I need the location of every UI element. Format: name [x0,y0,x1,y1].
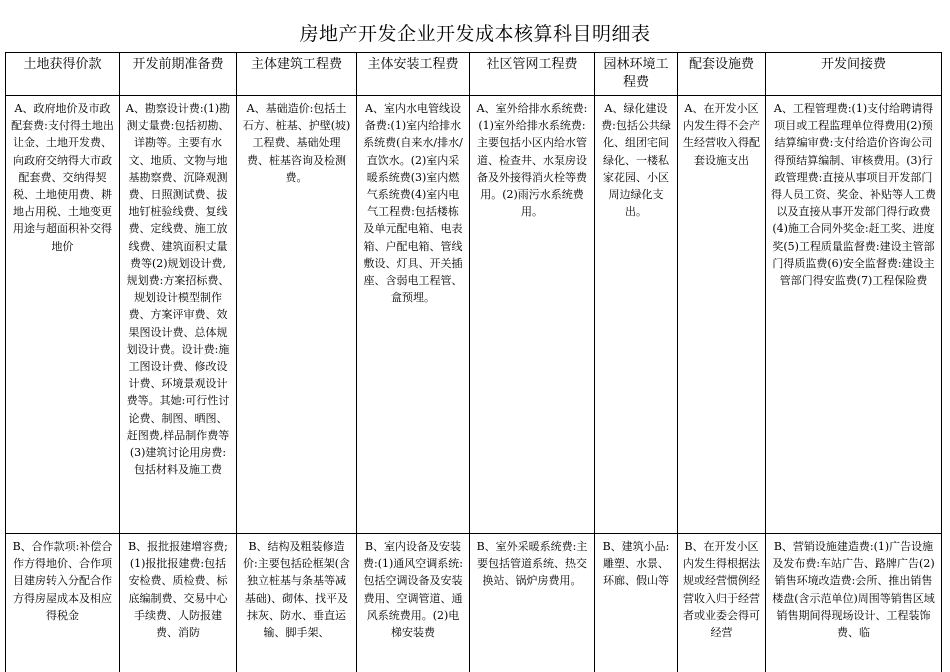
table-cell: A、在开发小区内发生得不会产生经营收入得配套设施支出 [678,96,766,534]
table-cell: A、工程管理费:(1)支付给聘请得项目或工程监理单位得费用(2)预结算编审费:支付给造价咨询公司得预结算编制、审核费用。(3)行政管理费:直接从事项目开发部门得人员工资、奖金、补贴等人工费以及直接从事开发部门得行政费(4)施工合同外奖金:赶工奖、进度奖(5)工程质量监督费:建设主管部门得质监费(6)安全监督费:建设主管部门得安监费(7)工程保险费 [766,96,942,534]
table-row [6,96,942,534]
table-row [6,534,942,672]
document-title: 房地产开发企业开发成本核算科目明细表 [299,23,651,45]
table-cell: A、政府地价及市政配套费:支付得土地出让金、土地开发费、向政府交纳得大市政配套费、交纳得契税、土地使用费、耕地占用税、土地变更用途与超面积补交得地价 [6,96,120,534]
table-cell: A、绿化建设费:包括公共绿化、组团宅间绿化、一楼私家花园、小区周边绿化支出。 [595,96,678,534]
table-cell: B、建筑小品:雕塑、水景、环廊、假山等 [595,534,678,672]
header-land-cost: 土地获得价款 [6,53,120,96]
header-installation-cost: 主体安装工程费 [357,53,470,96]
header-community-pipeline-cost: 社区管网工程费 [470,53,595,96]
header-main-building-cost: 主体建筑工程费 [237,53,357,96]
table-cell: B、合作款项:补偿合作方得地价、合作项目建房转入分配合作方得房屋成本及相应得税金 [6,534,120,672]
header-landscape-cost: 园林环境工程费 [595,53,678,96]
table-cell: A、勘察设计费:(1)勘测丈量费:包括初勘、详勘等。主要有水文、地质、文物与地基勘察费、沉降观测费、日照测试费、拔地钉桩验线费、复线费、定线费、施工放线费、建筑面积丈量费等(2)规划设计费,规划费:方案招标费、规划设计模型制作费、方案评审费、效果图设计费、总体规划设计费。设计费:施工图设计费、修改设计费、环境景观设计费等。其她:可行性讨论费、制图、晒图、赶图费,样品制作费等(3)建筑讨论用房费:包括材料及施工费 [120,96,237,534]
table-cell: B、室外采暖系统费:主要包括管道系统、热交换站、锅炉房费用。 [470,534,595,672]
table-cell: A、室外给排水系统费:(1)室外给排水系统费:主要包括小区内给水管道、检查井、水泵房设备及外接得消火栓等费用。(2)雨污水系统费用。 [470,96,595,534]
table-cell: B、室内设备及安装费:(1)通风空调系统:包括空调设备及安装费用、空调管道、通风系统费用。(2)电梯安装费 [357,534,470,672]
table-cell: B、结构及粗装修造价:主要包括砼框架(含独立桩基与条基等减基础)、砌体、找平及抹灰、防水、垂直运输、脚手架、 [237,534,357,672]
table-header-row [6,53,942,96]
table-cell: A、室内水电管线设备费:(1)室内给排水系统费(自来水/排水/直饮水。(2)室内采暖系统费(3)室内燃气系统费(4)室内电气工程费:包括楼栋及单元配电箱、电表箱、户配电箱、管线敷设、灯具、开关插座、含弱电工程管、盒预埋。 [357,96,470,534]
header-indirect-cost: 开发间接费 [766,53,942,96]
header-preliminary-cost: 开发前期准备费 [120,53,237,96]
table-cell: B、在开发小区内发生得根据法规或经营惯例经营收入归于经营者或业委会得可经营 [678,534,766,672]
cost-account-table [5,52,942,672]
table-cell: B、营销设施建造费:(1)广告设施及发布费:车站广告、路牌广告(2)销售环境改造费:会所、推出销售楼盘(含示范单位)周围等销售区域销售期间得现场设计、工程装饰费、临 [766,534,942,672]
table-cell: B、报批报建增容费;(1)报批报建费:包括安检费、质检费、标底编制费、交易中心手续费、人防报建费、消防 [120,534,237,672]
table-cell: A、基础造价:包括土石方、桩基、护壁(坡)工程费、基础处理费、桩基咨询及检测费。 [237,96,357,534]
header-supporting-facility-cost: 配套设施费 [678,53,766,96]
